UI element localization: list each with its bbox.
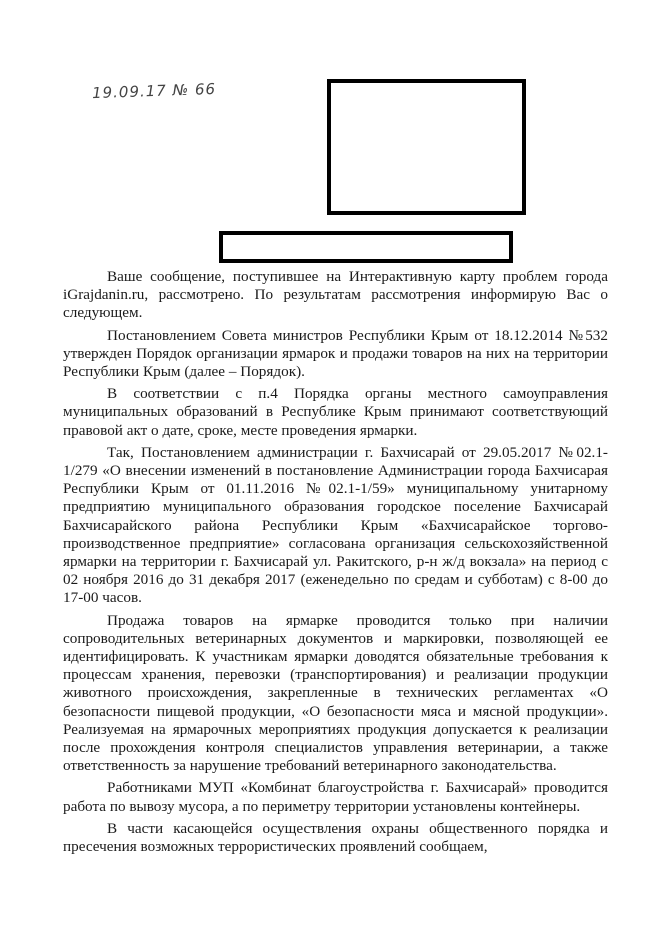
paragraph-public-order: В части касающейся осуществления охраны общественного порядка и пресечения возможных террористических проявлений сообщаем, <box>63 819 608 856</box>
paragraph-intro: Ваше сообщение, поступившее на Интерактивную карту проблем города iGrajdanin.ru, рассмотрено. По результатам рассмотрения информирую Вас о следующем. <box>63 268 608 322</box>
redacted-recipient-line <box>219 231 513 263</box>
handwritten-date-number: 19.09.17 № 66 <box>91 79 217 103</box>
letter-body <box>63 268 608 860</box>
paragraph-veterinary-control: Продажа товаров на ярмарке проводится только при наличии сопроводительных ветеринарных документов и маркировки, позволяющей ее идентифицировать. К участникам ярмарки доводятся обязательные требования к процессам хранения, перевозки (транспортирования) и реализации продукции животного происхождения, закрепленные в технических регламентах «О безопасности пищевой продукции, «О безопасности мяса и мясной продукции». Реализуемая на ярмарочных мероприятиях продукция допускается к реализации после прохождения контроля специалистов управления ветеринарии, а также ответственность за нарушение требований ветеринарного законодательства. <box>63 611 608 775</box>
redacted-address-block <box>327 79 526 215</box>
paragraph-order-clause: В соответствии с п.4 Порядка органы местного самоуправления муниципальных образований в Республике Крым принимают соответствующий правовой акт о дате, сроке, месте проведения ярмарки. <box>63 385 608 439</box>
paragraph-administration-decree: Так, Постановлением администрации г. Бахчисарай от 29.05.2017 №02.1-1/279 «О внесении изменений в постановление Администрации города Бахчисарая Республики Крым от 01.11.2016 №02.1-1/59» муниципальному унитарному предприятию муниципального образования городское поселение Бахчисарай Бахчисарайского района Республики Крым «Бахчисарайское торгово-производственное предприятие» согласована организация сельскохозяйственной ярмарки на территории г. Бахчисарай ул. Ракитского, р-н ж/д вокзала» на период с 02 ноября 2016 до 31 декабря 2017 (еженедельно по средам и субботам) с 8-00 до 17-00 часов. <box>63 443 608 607</box>
paragraph-waste-removal: Работниками МУП «Комбинат благоустройства г. Бахчисарай» проводится работа по вывозу мусора, а по периметру территории установлены контейнеры. <box>63 779 608 815</box>
paragraph-resolution: Постановлением Совета министров Республики Крым от 18.12.2014 №532 утвержден Порядок организации ярмарок и продажи товаров на них на территории Республики Крым (далее – Порядок). <box>63 326 608 381</box>
